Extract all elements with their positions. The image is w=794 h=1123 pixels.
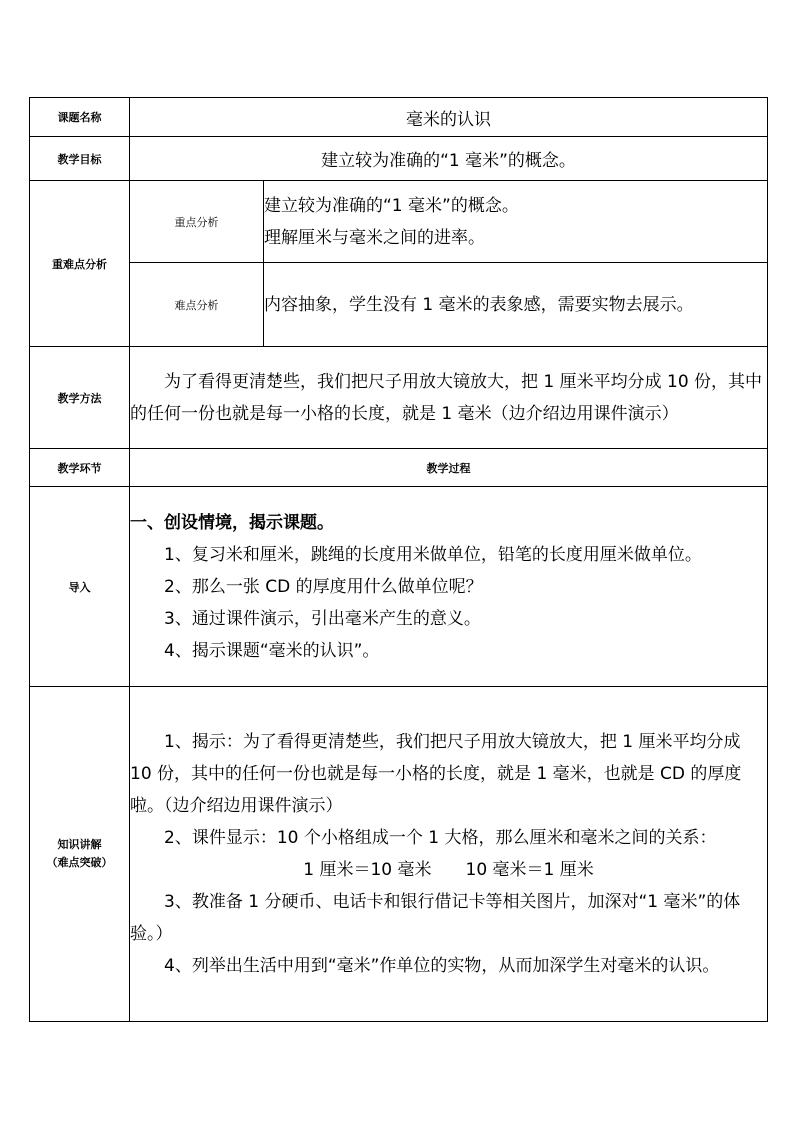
- method-text: 为了看得更清楚些，我们把尺子用放大镜放大，把 1 厘米平均分成 10 份，其中的任何一份也就是每一小格的长度，就是 1 毫米（边介绍边用课件演示）: [130, 371, 763, 424]
- intro-row: [30, 487, 768, 687]
- process-header-row: [30, 449, 768, 487]
- key-point-line: 建立较为准确的“1 毫米”的概念。: [264, 195, 519, 216]
- key-point-row: [30, 181, 768, 263]
- process-header: 教学过程: [130, 449, 768, 487]
- intro-item: 2、那么一张 CD 的厚度用什么做单位呢？: [164, 576, 483, 597]
- method-row: [30, 347, 768, 449]
- formula-mm-to-cm: 10 毫米＝1 厘米: [465, 860, 594, 880]
- hard-point-row: [30, 263, 768, 347]
- method-content: [130, 347, 768, 449]
- intro-item: 3、通过课件演示，引出毫米产生的意义。: [164, 608, 481, 629]
- knowledge-item: 4、列举出生活中用到“毫米”作单位的实物，从而加深学生对毫米的认识。: [164, 956, 720, 976]
- intro-item: 4、揭示课题“毫米的认识”。: [164, 640, 380, 661]
- title-row: [30, 98, 768, 137]
- goal-value: 建立较为准确的“1 毫米”的概念。: [130, 137, 768, 181]
- knowledge-label: [30, 687, 130, 1022]
- knowledge-label-line2: （难点突破）: [46, 856, 113, 869]
- goal-label: 教学目标: [30, 137, 130, 181]
- key-point-label: 重点分析: [130, 181, 264, 263]
- stage-header: 教学环节: [30, 449, 130, 487]
- goal-row: [30, 137, 768, 181]
- knowledge-row: [30, 687, 768, 1022]
- intro-content: [130, 487, 768, 687]
- conversion-formula: [130, 854, 767, 886]
- knowledge-item: 1、揭示：为了看得更清楚些，我们把尺子用放大镜放大，把 1 厘米平均分成 10 份，其中的任何一份也就是每一小格的长度，就是 1 毫米，也就是 CD 的厚度啦。（边介绍边用课件演示）: [130, 732, 742, 816]
- difficulty-label: 重难点分析: [30, 181, 130, 347]
- intro-heading: 一、创设情境，揭示课题。: [130, 512, 334, 533]
- key-point-content: [264, 181, 768, 263]
- knowledge-content: [130, 687, 768, 1022]
- intro-label: 导入: [30, 487, 130, 687]
- knowledge-item: 3、教准备 1 分硬币、电话卡和银行借记卡等相关图片，加深对“1 毫米”的体验。）: [130, 892, 741, 944]
- method-label: 教学方法: [30, 347, 130, 449]
- knowledge-item: 2、课件显示：10 个小格组成一个 1 大格，那么厘米和毫米之间的关系：: [164, 828, 717, 848]
- lesson-plan-table: [29, 97, 768, 1022]
- hard-point-text: 内容抽象，学生没有 1 毫米的表象感，需要实物去展示。: [264, 294, 694, 315]
- knowledge-label-line1: 知识讲解: [57, 838, 102, 851]
- hard-point-label: 难点分析: [130, 263, 264, 347]
- hard-point-content: [264, 263, 768, 347]
- title-label: 课题名称: [30, 98, 130, 137]
- lesson-title: 毫米的认识: [130, 98, 768, 137]
- key-point-line: 理解厘米与毫米之间的进率。: [264, 227, 485, 248]
- formula-cm-to-mm: 1 厘米＝10 毫米: [303, 860, 432, 880]
- intro-item: 1、复习米和厘米，跳绳的长度用米做单位，铅笔的长度用厘米做单位。: [164, 544, 702, 565]
